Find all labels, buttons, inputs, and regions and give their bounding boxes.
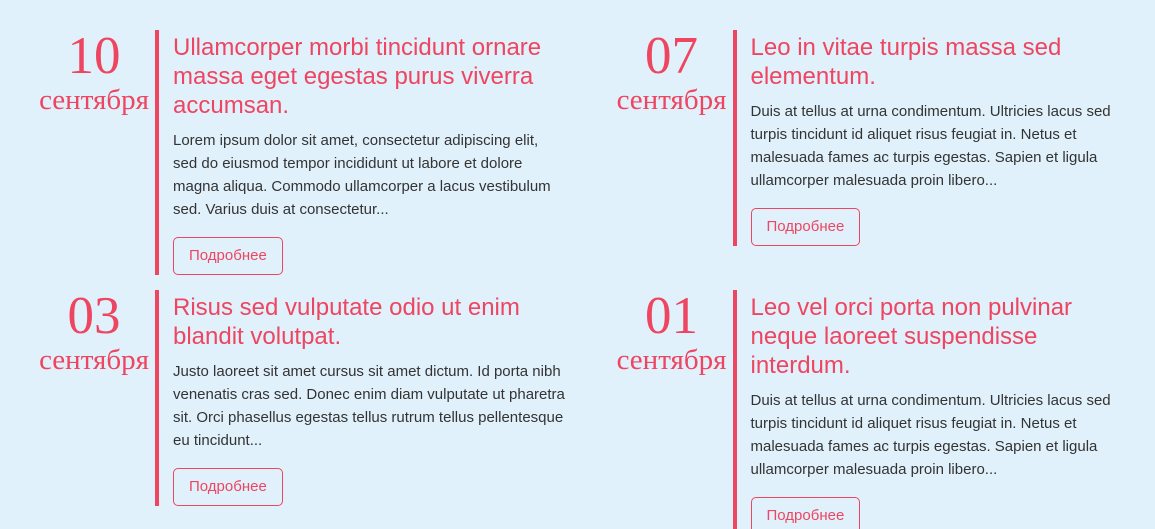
card-divider bbox=[733, 30, 737, 246]
news-excerpt: Duis at tellus at urna condimentum. Ultricies lacus sed turpis tincidunt id aliquet risus feugiat in. Netus et malesuada fames ac turpis egestas. Sapien et ligula ullamcorper malesuada proin libero... bbox=[750, 392, 1111, 478]
date-day: 03 bbox=[67, 287, 121, 345]
date-month: сентября bbox=[616, 84, 727, 116]
news-excerpt: Lorem ipsum dolor sit amet, consectetur adipiscing elit, sed do eiusmod tempor incididunt ut labore et dolore magna aliqua. Commodo ullamcorper a lacus vestibulum sed. Varius duis at consectetur... bbox=[173, 132, 551, 218]
card-content bbox=[173, 30, 566, 275]
news-card bbox=[578, 287, 1155, 529]
read-more-button[interactable]: Подробнее bbox=[751, 497, 861, 529]
date-day: 07 bbox=[645, 27, 698, 85]
news-excerpt: Duis at tellus at urna condimentum. Ultricies lacus sed turpis tincidunt id aliquet risus feugiat in. Netus et malesuada fames ac turpis egestas. Sapien et ligula ullamcorper malesuada proin libero... bbox=[750, 103, 1111, 189]
news-excerpt: Justo laoreet sit amet cursus sit amet dictum. Id porta nibh venenatis cras sed. Donec enim diam vulputate ut pharetra sit. Orci phasellus egestas tellus rutrum tellus pellentesque eu tincidunt... bbox=[173, 363, 565, 449]
date-day: 01 bbox=[645, 287, 698, 345]
card-divider bbox=[155, 30, 159, 275]
card-divider bbox=[733, 290, 737, 529]
date-month: сентября bbox=[39, 84, 149, 116]
card-content bbox=[173, 290, 566, 506]
read-more-button[interactable]: Подробнее bbox=[173, 237, 283, 275]
date-month: сентября bbox=[616, 344, 727, 376]
news-title: Leo in vitae turpis massa sed elementum. bbox=[750, 34, 1062, 90]
card-content bbox=[751, 290, 1144, 529]
news-title: Leo vel orci porta non pulvinar neque laoreet suspendisse interdum. bbox=[750, 294, 1073, 379]
news-date bbox=[38, 27, 150, 275]
news-card bbox=[0, 27, 578, 275]
date-day: 10 bbox=[67, 27, 121, 85]
news-date bbox=[616, 287, 728, 529]
news-card bbox=[578, 27, 1155, 246]
news-date bbox=[38, 287, 150, 506]
card-content bbox=[751, 30, 1144, 246]
card-divider bbox=[155, 290, 159, 506]
news-date bbox=[616, 27, 728, 246]
date-month: сентября bbox=[39, 344, 149, 376]
news-title: Ullamcorper morbi tincidunt ornare massa eget egestas purus viverra accumsan. bbox=[173, 34, 542, 119]
news-title: Risus sed vulputate odio ut enim blandit volutpat. bbox=[173, 294, 520, 350]
read-more-button[interactable]: Подробнее bbox=[173, 468, 283, 506]
read-more-button[interactable]: Подробнее bbox=[751, 208, 861, 246]
news-card bbox=[0, 287, 578, 506]
